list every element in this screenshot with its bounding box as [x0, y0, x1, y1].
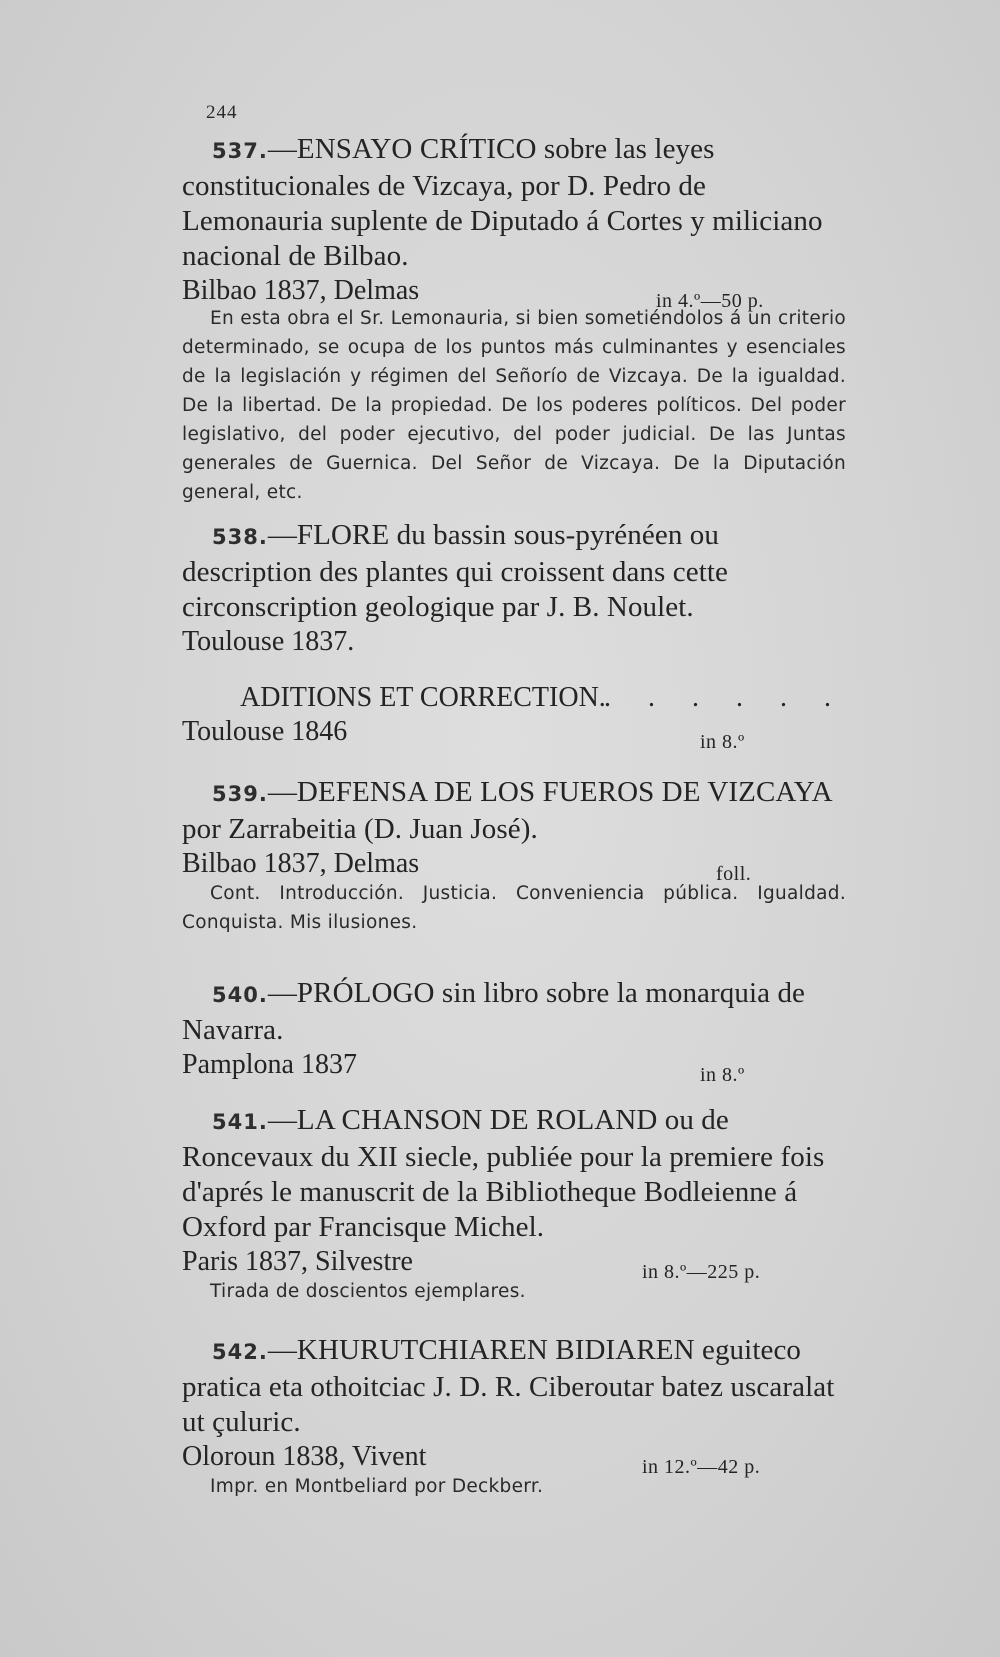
- entry-format: in 8.º: [700, 1064, 745, 1086]
- entry-imprint-line: [182, 274, 846, 312]
- entry-title: —FLORE du bassin sous-pyrénéen ou description des plantes qui croissent dans cette circonscription geologique par J. B. Noulet.: [182, 519, 728, 623]
- entry-imprint-line: [182, 847, 846, 885]
- entry-imprint-2: Toulouse 1846: [182, 716, 348, 747]
- entry-heading: [182, 1333, 846, 1440]
- entry-number: 538.: [212, 525, 268, 549]
- entry-imprint: Pamplona 1837: [182, 1049, 357, 1080]
- entry-imprint-line: [182, 625, 846, 659]
- entry-format: in 8.º—225 p.: [642, 1261, 761, 1283]
- entry-format: foll.: [716, 863, 752, 885]
- entry-note: Cont. Introducción. Justicia. Conveniencia pública. Igualdad. Conquista. Mis ilusiones.: [182, 883, 846, 933]
- entry-number: 541.: [212, 1110, 268, 1134]
- entry-format: in 8.º: [700, 731, 745, 753]
- entry-title: —ENSAYO CRÍTICO sobre las leyes constitucionales de Vizcaya, por D. Pedro de Lemonauria suplente de Diputado á Cortes y miliciano nacional de Bilbao.: [182, 133, 823, 272]
- entry-imprint-line: [182, 1245, 846, 1283]
- entry-number: 537.: [212, 139, 268, 163]
- catalog-entry-542: [182, 1333, 846, 1501]
- entry-title: —DEFENSA DE LOS FUEROS DE VIZCAYA por Zarrabeitia (D. Juan José).: [182, 776, 832, 845]
- entry-heading: [182, 1103, 846, 1245]
- entry-imprint: Toulouse 1837.: [182, 626, 355, 657]
- entry-imprint-line: [182, 1440, 846, 1478]
- entry-format: in 12.º—42 p.: [642, 1456, 761, 1478]
- entry-number: 542.: [212, 1340, 268, 1364]
- entry-note: Tirada de doscientos ejemplares.: [210, 1281, 526, 1302]
- entry-imprint: Bilbao 1837, Delmas: [182, 275, 420, 306]
- entry-imprint-line-2: [182, 715, 846, 753]
- catalog-entry-539: [182, 775, 846, 937]
- entry-number: 540.: [212, 983, 268, 1007]
- entry-heading: [182, 132, 846, 274]
- catalog-entry-538: [182, 518, 846, 753]
- entry-heading: [182, 518, 846, 625]
- entry-imprint: Paris 1837, Silvestre: [182, 1246, 413, 1277]
- entry-supplement: [182, 681, 846, 715]
- entry-heading: [182, 775, 846, 847]
- entry-note: En esta obra el Sr. Lemonauria, si bien sometiéndolos á un criterio determinado, se ocupa de los puntos más culminantes y esenciales de la legislación y régimen del Señorío de Vizcaya. De la igualdad. De la libertad. De la propiedad. De los poderes políticos. Del poder legislativo, del poder ejecutivo, del poder judicial. De las Juntas generales de Guernica. Del Señor de Vizcaya. De la Diputación general, etc.: [182, 308, 846, 503]
- supplement-dots: . . . . . .: [604, 682, 846, 713]
- entry-title: —LA CHANSON DE ROLAND ou de Roncevaux du XII siecle, publiée pour la premiere fois d'aprés le manuscrit de la Bibliotheque Bodleienne á Oxford par Francisque Michel.: [182, 1104, 825, 1243]
- entry-note: Impr. en Montbeliard por Deckberr.: [210, 1476, 544, 1497]
- entry-imprint-line: [182, 1048, 846, 1086]
- catalog-entry-541: [182, 1103, 846, 1306]
- entry-number: 539.: [212, 782, 268, 806]
- entry-title: —KHURUTCHIAREN BIDIAREN eguiteco pratica eta othoitciac J. D. R. Ciberoutar batez uscaralat ut çuluric.: [182, 1334, 835, 1438]
- entry-format: in 4.º—50 p.: [656, 290, 764, 312]
- page-number: 244: [206, 102, 238, 123]
- entry-heading: [182, 976, 846, 1048]
- supplement-title: ADITIONS ET CORRECTION.: [240, 682, 606, 713]
- entry-imprint: Bilbao 1837, Delmas: [182, 848, 420, 879]
- catalog-entry-540: [182, 976, 846, 1086]
- entry-imprint: Oloroun 1838, Vivent: [182, 1441, 427, 1472]
- catalog-entry-537: [182, 132, 846, 507]
- entry-title: —PRÓLOGO sin libro sobre la monarquia de Navarra.: [182, 977, 806, 1046]
